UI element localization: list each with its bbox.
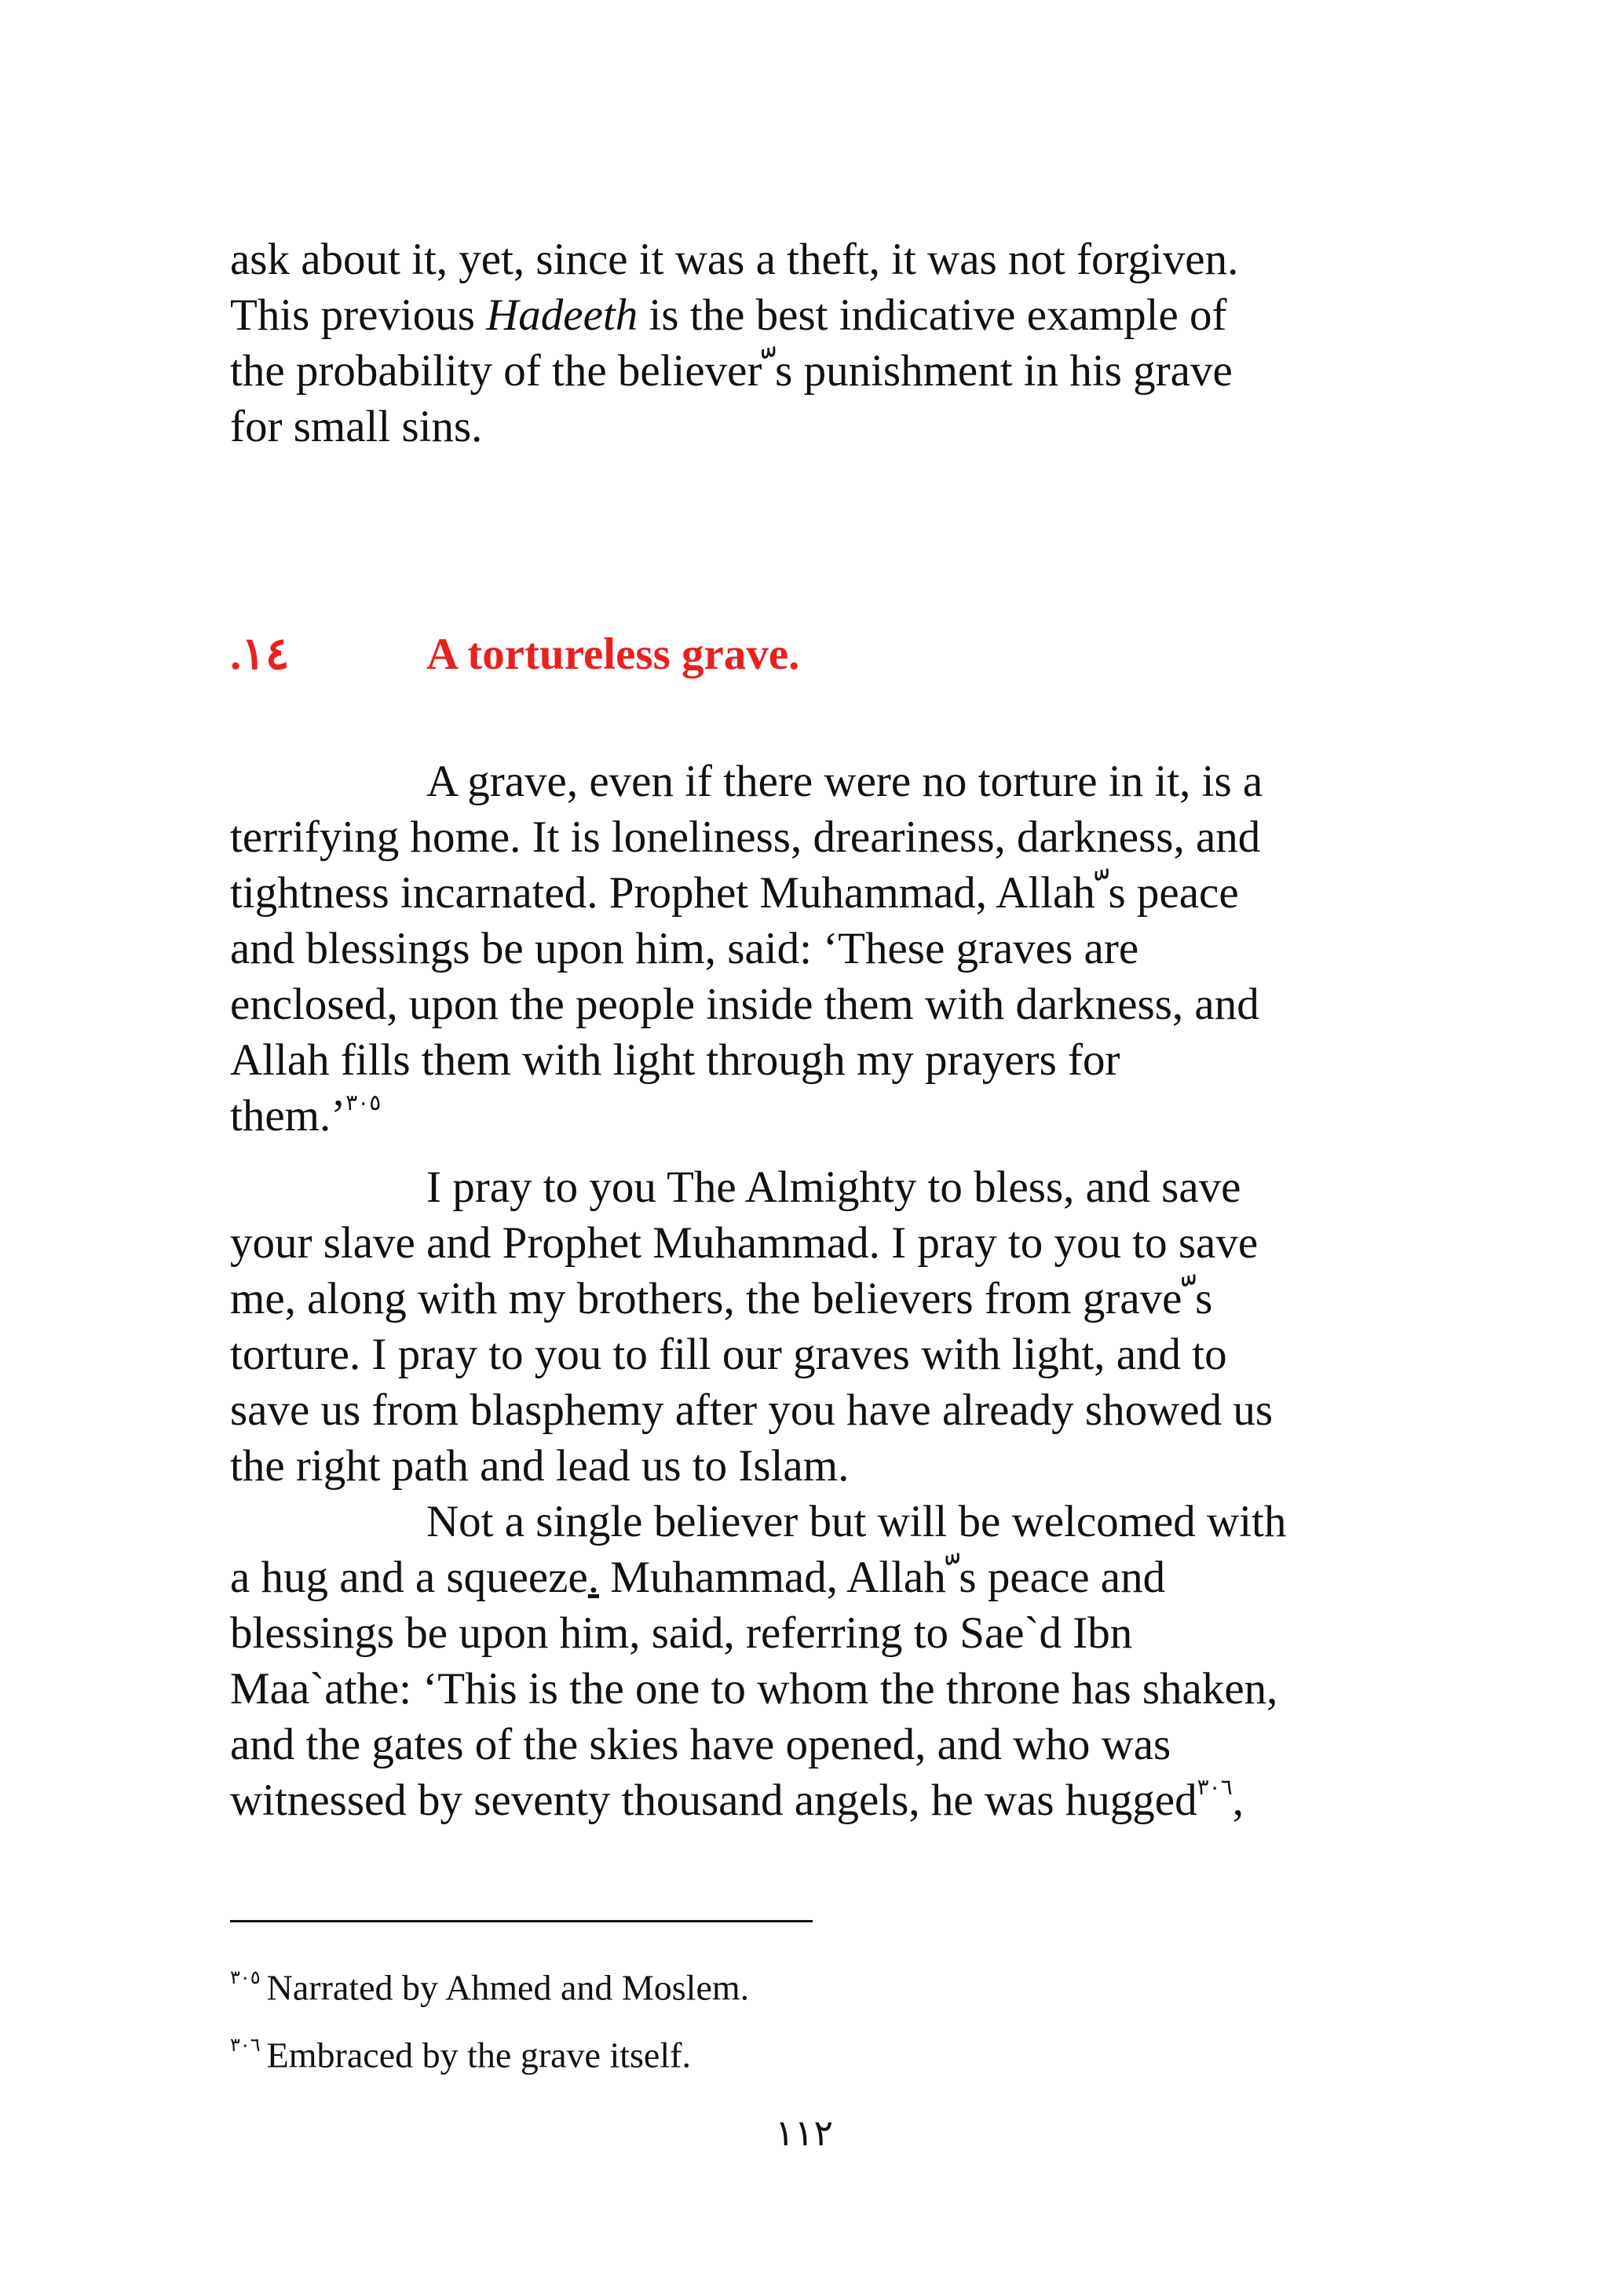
- italic-term: Hadeeth: [486, 290, 638, 340]
- text-segment: A grave, even if there were no torture in it, is a: [426, 757, 1263, 806]
- text-segment: This previous: [230, 290, 487, 340]
- text-line: blessings be upon him, said, referring to Sae`d Ibn: [230, 1608, 1133, 1658]
- footnote-ref[interactable]: ٣٠٦: [1197, 1776, 1233, 1800]
- text-line: me, along with my brothers, the believers from grave ّs: [230, 1274, 1213, 1323]
- footnote-text: Embraced by the grave itself.: [266, 2035, 691, 2075]
- page-number: ١١٢: [774, 2113, 834, 2153]
- text-line: [230, 1159, 1384, 1215]
- text-line: [230, 287, 1384, 343]
- text-segment: Muhammad, Allah ّs peace and: [599, 1553, 1166, 1602]
- footnote: [230, 1951, 749, 2018]
- text-line: torture. I pray to you to fill our graves with light, and to: [230, 1330, 1227, 1379]
- text-segment: is the best indicative example of: [638, 290, 1227, 340]
- text-line: ask about it, yet, since it was a theft, it was not forgiven.: [230, 235, 1239, 284]
- section-number: ٤١.: [230, 630, 290, 679]
- text-line: enclosed, upon the people inside them with darkness, and: [230, 980, 1259, 1029]
- footnote-mark: ٣٠٥: [230, 1968, 261, 1988]
- text-line: and blessings be upon him, said: ‘These graves are: [230, 924, 1139, 973]
- text-line: Maa`athe: ‘This is the one to whom the throne has shaken,: [230, 1664, 1278, 1714]
- text-line: and the gates of the skies have opened, and who was: [230, 1720, 1171, 1769]
- text-line: [230, 1550, 1384, 1605]
- top-paragraph: [230, 232, 1384, 454]
- underlined-period: .: [587, 1553, 600, 1602]
- paragraph-3: [230, 1494, 1384, 1828]
- text-segment: I pray to you The Almighty to bless, and save: [426, 1163, 1241, 1212]
- text-line: your slave and Prophet Muhammad. I pray to you to save: [230, 1218, 1259, 1268]
- text-line: [230, 1088, 1384, 1144]
- text-line: terrifying home. It is loneliness, dreariness, darkness, and: [230, 812, 1261, 862]
- text-line: the right path and lead us to Islam.: [230, 1441, 850, 1491]
- text-line: the probability of the believer ّs punishment in his grave: [230, 346, 1233, 396]
- text-line: Allah fills them with light through my prayers for: [230, 1035, 1120, 1085]
- text-segment: ,: [1232, 1776, 1244, 1825]
- footnotes: [230, 1951, 749, 2086]
- text-line: [230, 1772, 1384, 1828]
- section-title: A tortureless grave.: [426, 630, 800, 679]
- text-segment: Not a single believer but will be welcomed with: [426, 1497, 1287, 1546]
- footnote-text: Narrated by Ahmed and Moslem.: [266, 1967, 750, 2008]
- text-segment: them.’: [230, 1091, 346, 1141]
- text-line: save us from blasphemy after you have already showed us: [230, 1385, 1274, 1435]
- footnote-divider: [230, 1920, 813, 1922]
- footnote: [230, 2018, 749, 2086]
- text-line: tightness incarnated. Prophet Muhammad, Allah ّs peace: [230, 868, 1239, 918]
- footnote-ref[interactable]: ٣٠٥: [345, 1091, 382, 1115]
- text-line: [230, 1494, 1384, 1550]
- footnote-mark: ٣٠٦: [230, 2035, 261, 2057]
- paragraph-1: [230, 754, 1384, 1144]
- text-segment: a hug and a squeeze: [230, 1553, 588, 1602]
- paragraph-2: [230, 1159, 1384, 1494]
- text-line: for small sins.: [230, 402, 483, 451]
- text-segment: witnessed by seventy thousand angels, he was hugged: [230, 1776, 1197, 1825]
- text-line: [230, 754, 1384, 809]
